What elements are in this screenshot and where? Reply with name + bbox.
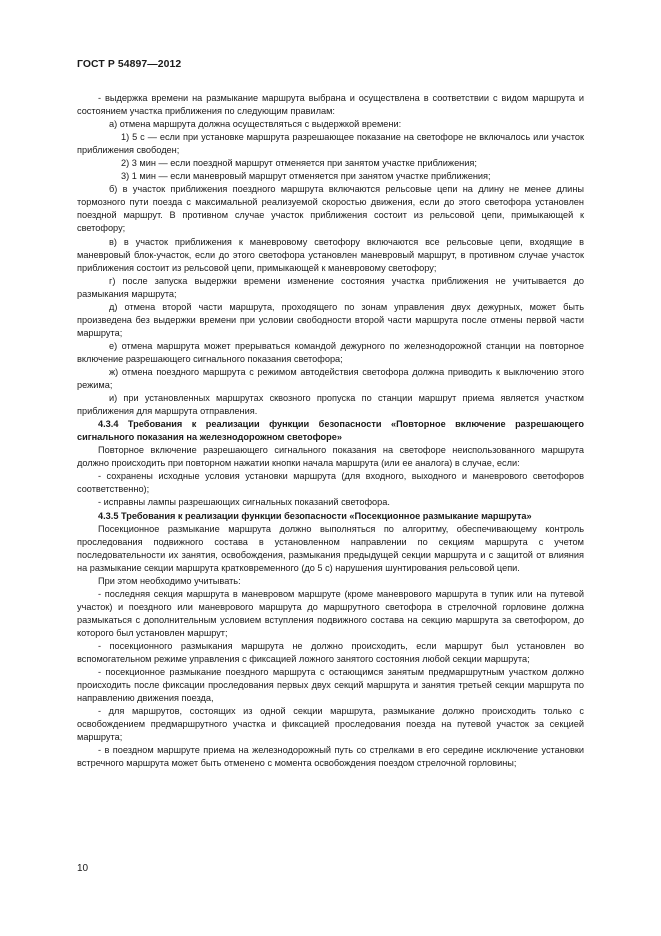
page-number: 10 (77, 863, 89, 874)
paragraph: - для маршрутов, состоящих из одной секции маршрута, размыкание должно происходить только с освобождением предмаршрутного участка и фиксацией проследования поезда на путевой участок за секцией маршрута; (77, 706, 584, 743)
paragraph: 3) 1 мин — если маневровый маршрут отменяется при занятом участке приближения; (121, 171, 491, 182)
paragraph: ж) отмена поездного маршрута с режимом автодействия светофора должна приводить к выключению этого режима; (77, 366, 584, 391)
paragraph: г) после запуска выдержки времени изменение состояния участка приближения не учитывается до размыкания маршрута; (77, 275, 584, 299)
paragraph: 1) 5 с — если при установке маршрута разрешающее показание на светофоре не включалось или участок приближения свободен; (77, 132, 584, 156)
paragraph: Посекционное размыкание маршрута должно выполняться по алгоритму, обеспечивающему контроль проследования подвижного состава в установленном направлении по секциям маршрута с учетом последовательности их занятия, освобождения, размыкания предыдущей секции маршрута и с защитой от влияния на размыкание секции маршрута кратковременного (до 5 с) нарушения шунтирования рельсовой цепи. (77, 523, 584, 573)
paragraph: - в поездном маршруте приема на железнодорожный путь со стрелками в его середине исключение установки встречного маршрута может быть отменено с момента освобождения поездом стрелочной горловины; (77, 745, 584, 769)
paragraph: Повторное включение разрешающего сигнального показания на светофоре неиспользованного маршрута должно происходить при повторном нажатии кнопки начала маршрута (или ее аналога) в случае, если: (77, 445, 584, 469)
paragraph: - посекционного размыкания маршрута не должно происходить, если маршрут был установлен во вспомогательном режиме управления с фиксацией ложного занятого состояния любой секции маршрута; (77, 640, 584, 665)
page-header-title: ГОСТ Р 54897—2012 (77, 59, 182, 70)
paragraph: е) отмена маршрута может прерываться командой дежурного по железнодорожной станции на повторное включение разрешающего сигнального показания светофора; (77, 340, 584, 364)
paragraph: и) при установленных маршрутах сквозного пропуска по станции маршрут приема является участком приближения для маршрута отправления. (77, 393, 584, 417)
document-body (77, 92, 584, 770)
paragraph: д) отмена второй части маршрута, проходящего по зонам управления двух дежурных, может быть произведена без выдержки времени при условии свободности второй части маршрута после отмены первой части маршрута; (77, 301, 584, 338)
paragraph: - последняя секция маршрута в маневровом маршруте (кроме маневрового маршрута в тупик или на путевой участок) и поездного или маневрового маршрута до маршрутного светофора в стрелочной горловине должна размыкаться с дополнительным условием вступления подвижного состава на секцию маршрута за светофором, до которого был установлен маршрут; (77, 588, 584, 638)
paragraph: - выдержка времени на размыкание маршрута выбрана и осуществлена в соответствии с видом маршрута и состоянием участка приближения по следующим правилам: (77, 93, 584, 117)
paragraph: - посекционное размыкание поездного маршрута с остающимся занятым предмаршрутным участком должно происходить после фиксации проследования первых двух секций маршрута и занятия третьей секции маршрута по направлению движения поезда, (77, 667, 584, 704)
paragraph: 2) 3 мин — если поездной маршрут отменяется при занятом участке приближения; (121, 158, 477, 169)
paragraph: - исправны лампы разрешающих сигнальных показаний светофора. (98, 497, 390, 508)
paragraph: - сохранены исходные условия установки маршрута (для входного, выходного и маневрового светофоров соответственно); (77, 471, 584, 495)
section-heading: 4.3.5 Требования к реализации функции безопасности «Посекционное размыкание маршрута» (98, 510, 532, 521)
section-heading: 4.3.4 Требования к реализации функции безопасности «Повторное включение разрешающего сигнального показания на железнодорожном светофоре» (77, 419, 584, 443)
paragraph: в) в участок приближения к маневровому светофору включаются все рельсовые цепи, входящие в маневровый блок-участок, если до этого светофора установлен маневровый маршрут, в противном случае участок приближения состоит из рельсовой цепи, примыкающей к маневровому светофору; (77, 236, 584, 273)
paragraph: а) отмена маршрута должна осуществляться с выдержкой времени: (109, 119, 402, 130)
paragraph: б) в участок приближения поездного маршрута включаются рельсовые цепи на длину не менее длины тормозного пути поезда с максимальной реализуемой скоростью движения, если до этого светофора установлен поездной маршрут. В противном случае участок приближения состоит из рельсовой цепи, примыкающей к светофору; (77, 184, 584, 234)
paragraph: При этом необходимо учитывать: (98, 575, 241, 586)
